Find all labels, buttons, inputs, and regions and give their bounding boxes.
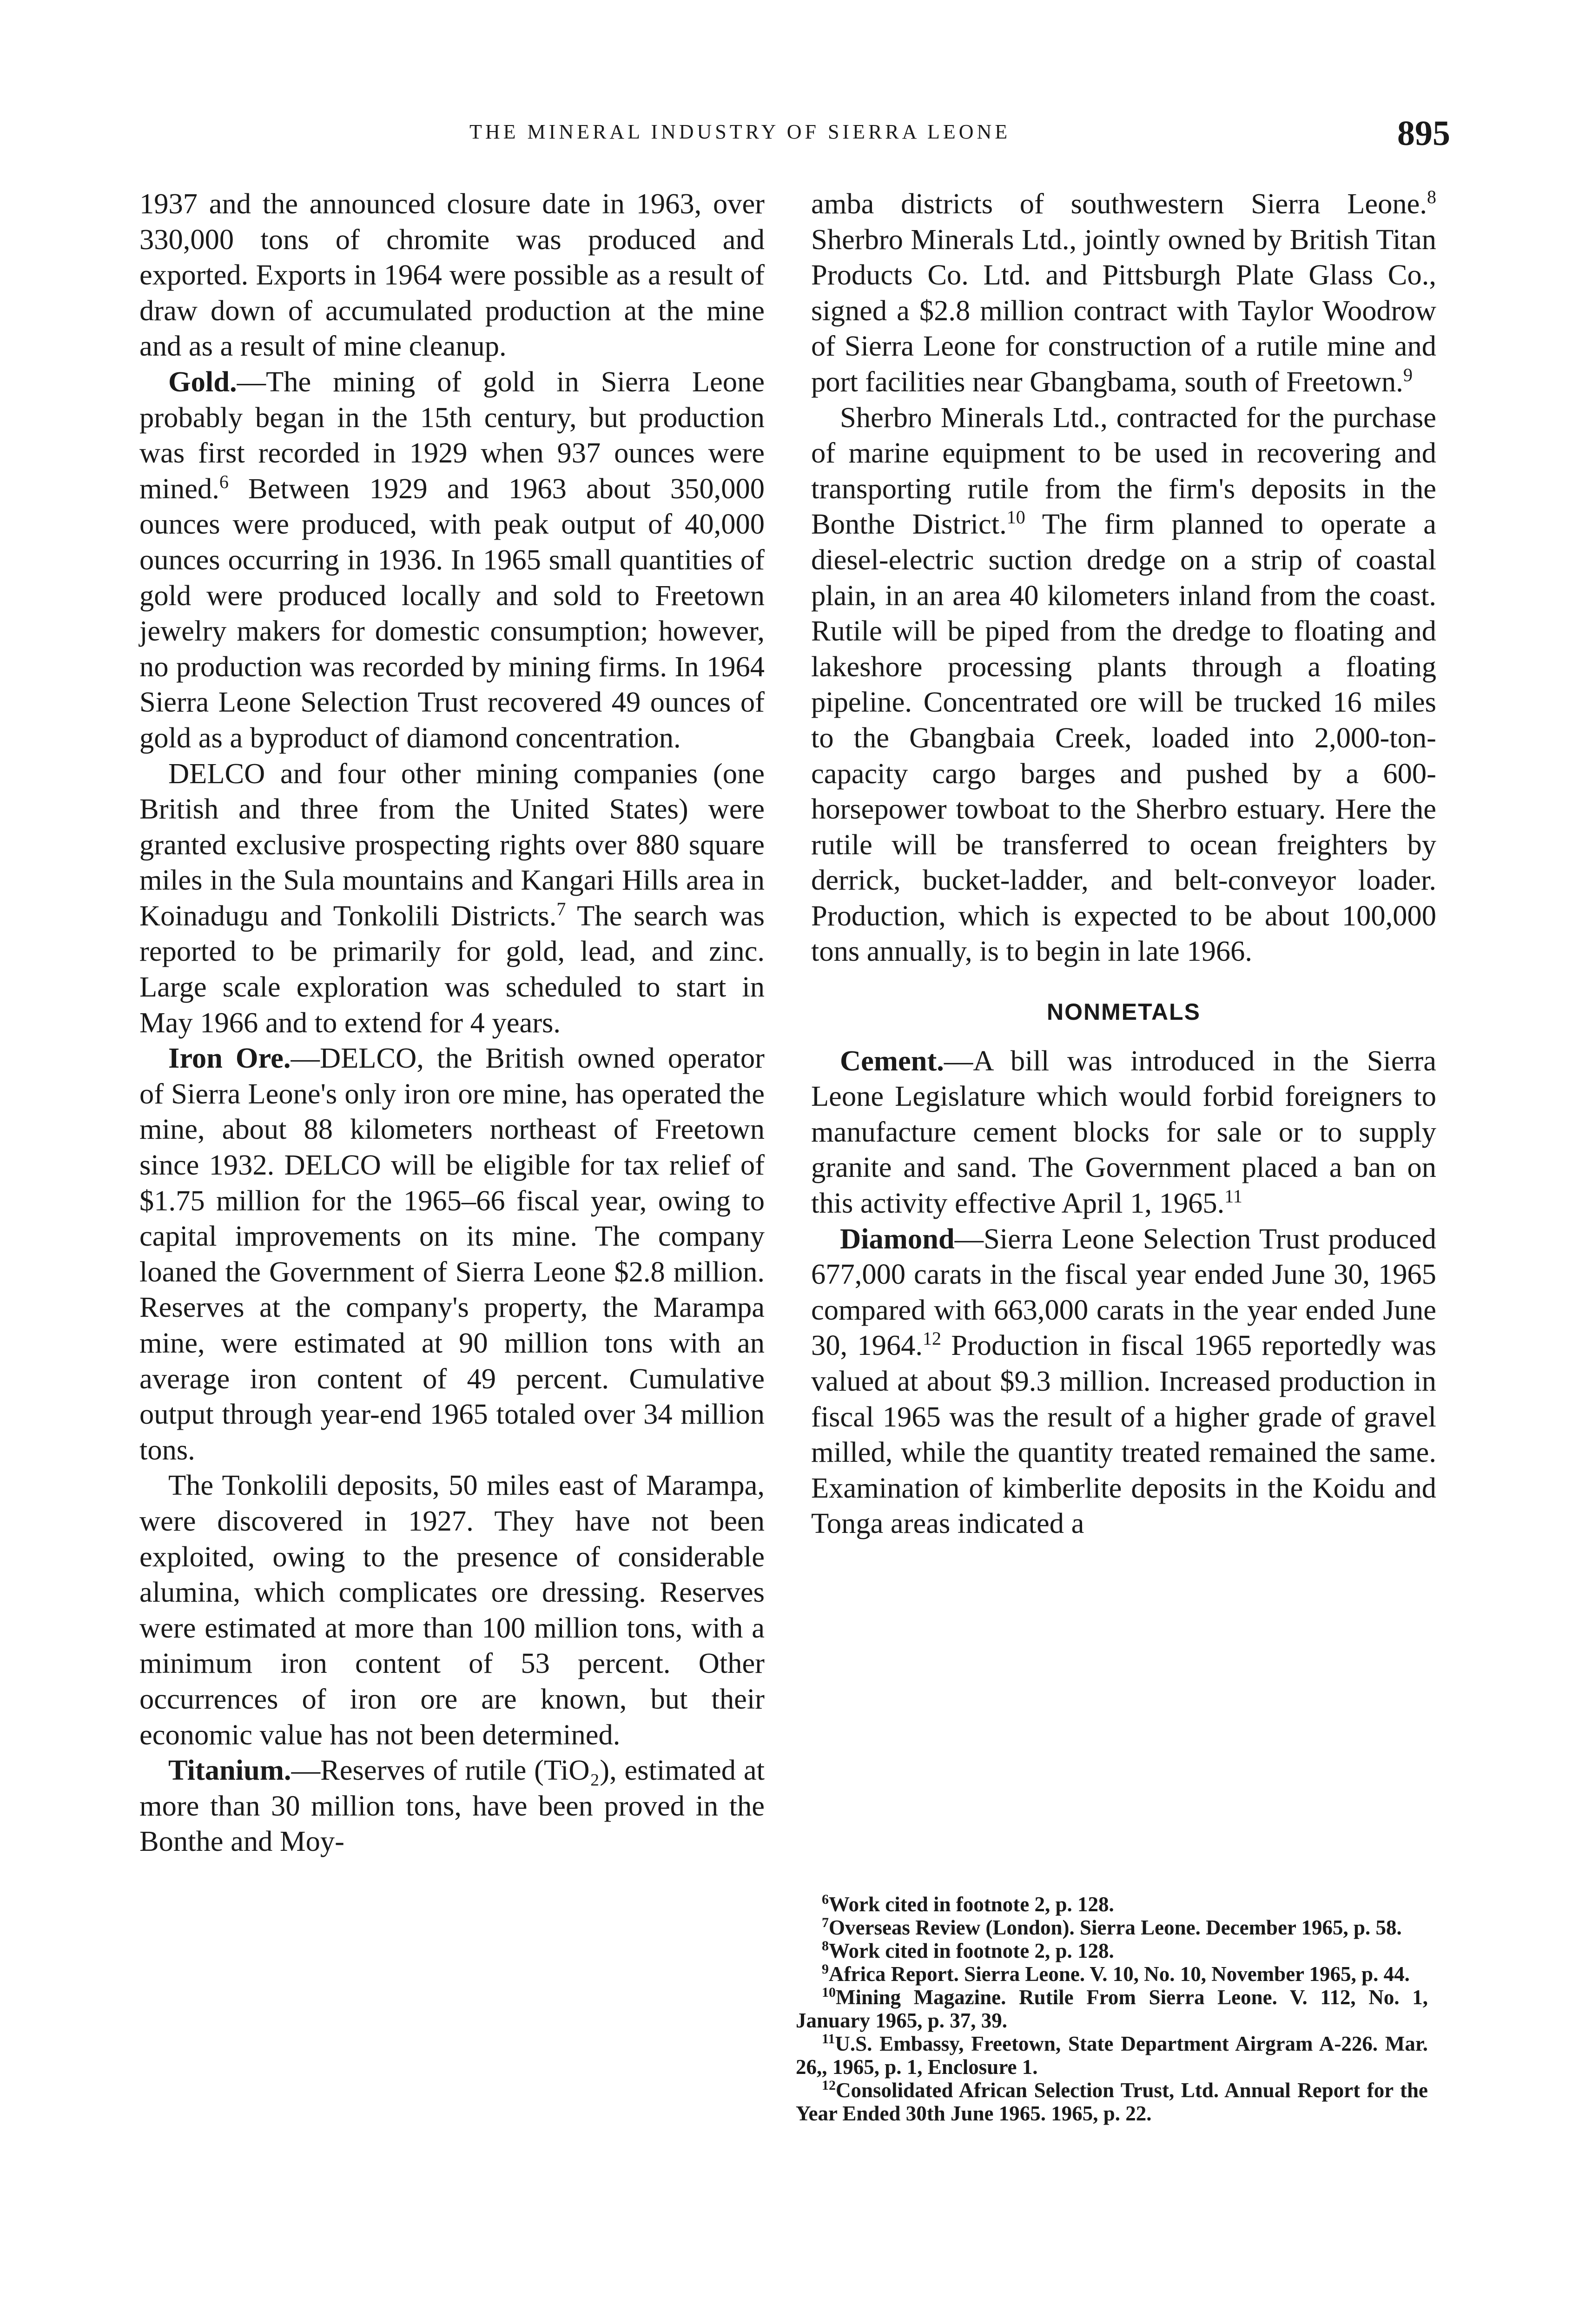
text-cement: —A bill was introduced in the Sierra Leone Legislature which would forbid foreigners to manufacture cement blocks for sale or to supply granite and sand. The Government placed a ban on this activity effective April 1, 1965. [811,1044,1436,1220]
footnote-number: 8 [822,1938,829,1954]
text-delco-a: DELCO and four other mining companies (one British and three from the United States) were granted exclusive prospecting rights over 880 square miles in the Sula mountains and Kangari Hills area in Koinadugu and Tonkolili Districts. [139,757,765,932]
footnote [796,1939,1428,1962]
footnote-text: Africa Report. Sierra Leone. V. 10, No. 10, November 1965, p. 44. [829,1962,1410,1986]
page-number: 895 [1397,114,1450,153]
paragraph-iron-ore [139,1040,765,1467]
footnote-number: 12 [822,2078,836,2093]
footnote-ref-10: 10 [1006,507,1025,528]
footnote-ref-7: 7 [556,898,566,919]
run-in-heading-diamond: Diamond [840,1222,955,1255]
footnote [796,2079,1428,2125]
text-sherbro-a: Sherbro Minerals Ltd., contracted for the purchase of marine equipment to be used in recovering and transporting rutile from the firm's deposits in the Bonthe District. [811,401,1436,541]
footnote-ref-8: 8 [1427,186,1436,207]
text-gold-b: Between 1929 and 1963 about 350,000 ounces were produced, with peak output of 40,000 ounces occurring in 1936. In 1965 small quantities of gold were produced locally and sold to Freetown jewelry makers for domestic consumption; however, no production was recorded by mining firms. In 1964 Sierra Leone Selection Trust recovered 49 ounces of gold as a byproduct of diamond concentration. [139,472,765,754]
text-sherbro-b: The firm planned to operate a diesel-electric suction dredge on a strip of coastal plain, in an area 40 kilometers inland from the coast. Rutile will be piped from the dredge to floating and lakeshore processing plants through a floating pipeline. Concentrated ore will be trucked 16 miles to the Gbangbaia Creek, loaded into 2,000-ton-capacity cargo barges and pushed by a 600-horsepower towboat to the Sherbro estuary. Here the rutile will be transferred to ocean freighters by derrick, bucket-ladder, and belt-conveyor loader. Production, which is expected to be about 100,000 tons annually, is to begin in late 1966. [811,508,1436,968]
paragraph-gold [139,364,765,756]
paragraph-diamond [811,1221,1436,1541]
text-titanium: —Reserves of rutile (TiO₂), estimated at more than 30 million tons, have been proved in the Bonthe and Moy- [139,1754,765,1858]
paragraph-chromite: 1937 and the announced closure date in 1963, over 330,000 tons of chromite was produced and exported. Exports in 1964 were possible as a result of draw down of accumulated production at the mine and as a result of mine cleanup. [139,187,765,363]
text-gold-a: —The mining of gold in Sierra Leone probably began in the 15th century, but production was first recorded in 1929 when 937 ounces were mined. [139,365,765,505]
footnote-number: 6 [822,1892,829,1907]
footnote-text: U.S. Embassy, Freetown, State Department Airgram A-226. Mar. 26,, 1965, p. 1, Enclosure 1. [796,2032,1428,2079]
footnote-ref-12: 12 [923,1328,942,1349]
footnote-text: Mining Magazine. Rutile From Sierra Leone. V. 112, No. 1, January 1965, p. 37, 39. [796,1986,1428,2032]
footnote [796,1986,1428,2032]
text-rutile-a: amba districts of southwestern Sierra Leone. [811,187,1427,220]
footnote-number: 7 [822,1915,829,1930]
paragraph-titanium [139,1752,765,1859]
run-in-heading-iron-ore: Iron Ore. [168,1042,291,1075]
footnote-text: Consolidated African Selection Trust, Ltd. Annual Report for the Year Ended 30th June 1965. 1965, p. 22. [796,2079,1428,2125]
footnote-ref-11: 11 [1224,1186,1242,1207]
footnote-ref-9: 9 [1403,364,1413,385]
left-column [139,186,765,1859]
footnote [796,1962,1428,1986]
text-diamond-b: Production in fiscal 1965 reportedly was valued at about $9.3 million. Increased production in fiscal 1965 was the result of a higher grade of gravel milled, while the quantity treated remained the same. Examination of kimberlite deposits in the Koidu and Tonga areas indicated a [811,1329,1436,1540]
footnote-text: Work cited in footnote 2, p. 128. [829,1893,1114,1916]
footnote [796,1916,1428,1939]
paragraph-cement [811,1043,1436,1221]
run-in-heading-cement: Cement. [840,1044,944,1077]
footnote-number: 10 [822,1985,836,2000]
running-head: THE MINERAL INDUSTRY OF SIERRA LEONE [469,120,1011,143]
text-diamond-a: —Sierra Leone Selection Trust produced 677,000 carats in the fiscal year ended June 30, 1965 compared with 663,000 carats in the year ended June 30, 1964. [811,1222,1436,1362]
text-iron-ore: —DELCO, the British owned operator of Sierra Leone's only iron ore mine, has operated the mine, about 88 kilometers northeast of Freetown since 1932. DELCO will be eligible for tax relief of $1.75 million for the 1965–66 fiscal year, owing to capital improvements on its mine. The company loaned the Government of Sierra Leone $2.8 million. Reserves at the company's property, the Marampa mine, were estimated at 90 million tons with an average iron content of 49 percent. Cumulative output through year-end 1965 totaled over 34 million tons. [139,1042,765,1466]
footnote-number: 9 [822,1961,829,1977]
run-in-heading-titanium: Titanium. [168,1754,291,1787]
paragraph-delco [139,756,765,1041]
footnote-text: Overseas Review (London). Sierra Leone. December 1965, p. 58. [829,1916,1402,1939]
paragraph-sherbro [811,400,1436,970]
footnote-text: Work cited in footnote 2, p. 128. [829,1939,1114,1962]
footnotes [796,1893,1428,2125]
footnote [796,1893,1428,1916]
run-in-heading-gold: Gold. [168,365,237,398]
footnote-number: 11 [822,2031,835,2047]
footnote-ref-6: 6 [219,471,229,492]
footnote [796,2032,1428,2079]
paragraph-rutile-continued [811,186,1436,400]
text-rutile-b: Sherbro Minerals Ltd., jointly owned by British Titan Products Co. Ltd. and Pittsburgh Plate Glass Co., signed a $2.8 million contract with Taylor Woodrow of Sierra Leone for construction of a rutile mine and port facilities near Gbangbama, south of Freetown. [811,223,1436,398]
text-delco-b: The search was reported to be primarily for gold, lead, and zinc. Large scale exploration was scheduled to start in May 1966 and to extend for 4 years. [139,899,765,1039]
paragraph-tonkolili: The Tonkolili deposits, 50 miles east of Marampa, were discovered in 1927. They have not been exploited, owing to the presence of considerable alumina, which complicates ore dressing. Reserves were estimated at more than 100 million tons, with a minimum iron content of 53 percent. Other occurrences of iron ore are known, but their economic value has not been determined. [139,1469,765,1751]
right-column [811,186,1436,1541]
section-heading-nonmetals: NONMETALS [1047,999,1201,1025]
